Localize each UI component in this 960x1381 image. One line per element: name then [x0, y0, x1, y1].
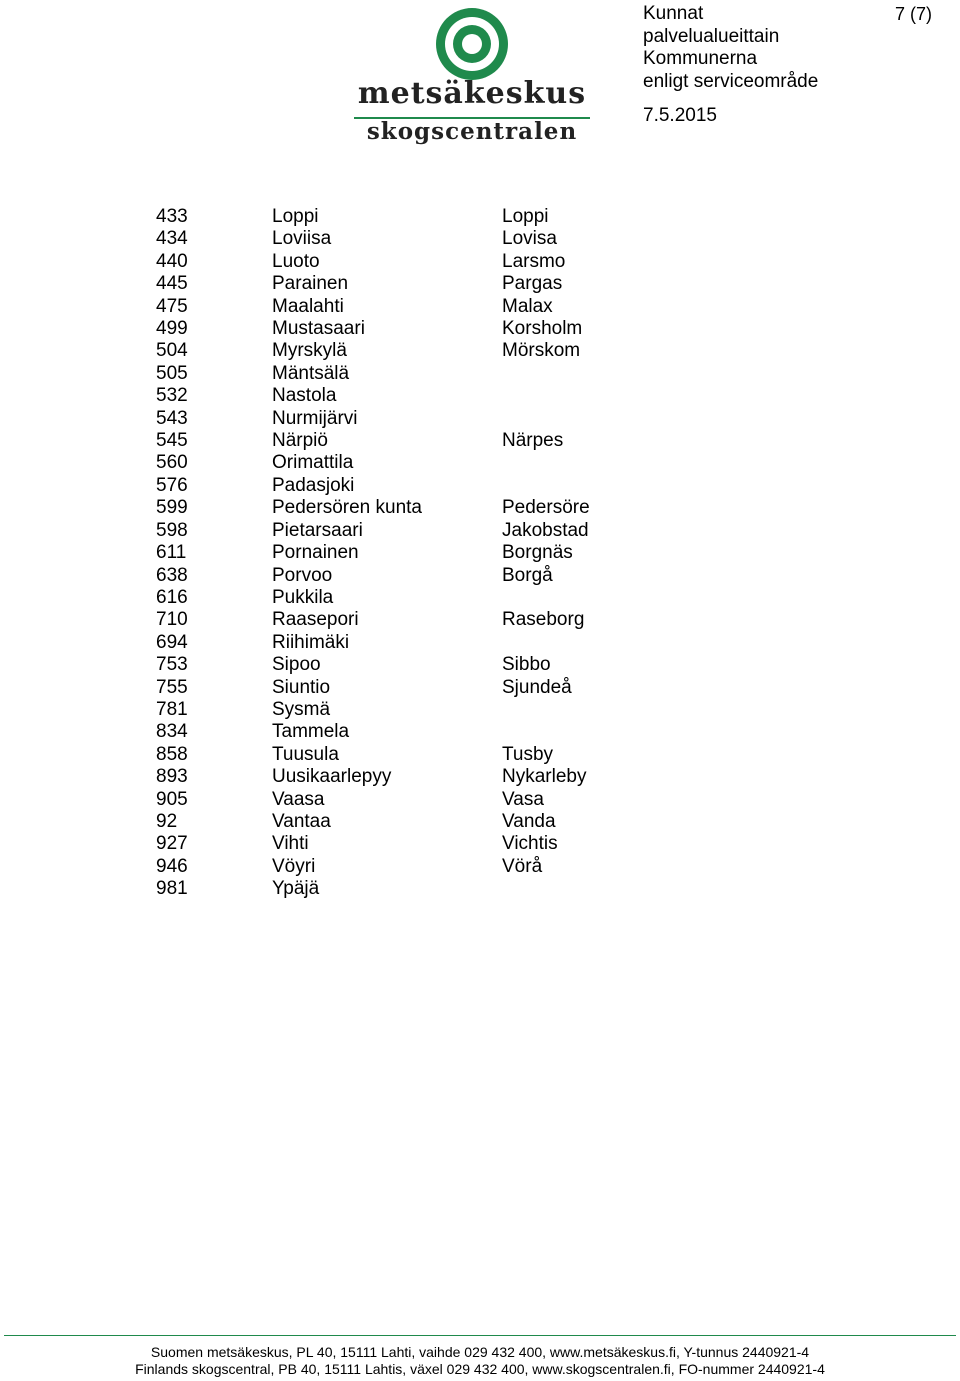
municipality-name-sv	[502, 699, 702, 721]
municipality-name-sv	[502, 475, 702, 497]
municipality-name-sv	[502, 721, 702, 743]
municipality-name-fi: Pedersören kunta	[272, 497, 422, 519]
municipality-name-sv	[502, 385, 702, 407]
municipality-name-sv: Mörskom	[502, 340, 581, 362]
municipality-name-sv: Jakobstad	[502, 519, 589, 541]
municipality-name-fi: Pukkila	[272, 586, 334, 608]
municipality-code: 981	[156, 878, 188, 900]
municipality-code: 927	[156, 833, 188, 855]
table-row	[156, 542, 702, 564]
municipality-code: 543	[156, 407, 188, 429]
municipality-code: 92	[156, 810, 178, 832]
municipality-code: 611	[156, 542, 187, 564]
municipality-name-fi: Pornainen	[272, 542, 359, 564]
municipality-name-fi: Mäntsälä	[272, 362, 350, 384]
table-row	[156, 587, 702, 609]
municipality-name-sv: Vasa	[502, 788, 544, 810]
municipality-name-sv: Larsmo	[502, 250, 566, 272]
table-row	[156, 296, 702, 318]
municipality-code: 433	[156, 206, 188, 227]
municipality-name-sv: Sjundeå	[502, 676, 572, 698]
municipality-name-sv: Närpes	[502, 430, 564, 452]
table-row	[156, 228, 702, 250]
municipality-name-sv: Pargas	[502, 273, 563, 295]
municipality-name-fi: Närpiö	[272, 430, 328, 452]
municipality-name-sv: Raseborg	[502, 609, 585, 631]
municipality-name-fi: Siuntio	[272, 676, 331, 698]
municipality-code: 545	[156, 430, 188, 452]
logo-wordmark-fi: metsäkeskus	[357, 76, 587, 111]
target-rings-icon	[352, 4, 592, 86]
municipality-name-sv: Pedersöre	[502, 497, 590, 519]
document-header	[643, 3, 818, 128]
municipality-code: 599	[156, 497, 188, 519]
municipality-code: 560	[156, 452, 188, 474]
municipality-name-fi: Pietarsaari	[272, 519, 363, 541]
municipality-code: 445	[156, 273, 188, 295]
municipality-code: 440	[156, 250, 188, 272]
municipality-name-sv: Borgå	[502, 564, 553, 586]
municipality-name-fi: Porvoo	[272, 564, 333, 586]
municipality-name-fi: Uusikaarlepyy	[272, 766, 392, 788]
municipality-table	[156, 206, 702, 901]
municipality-name-fi: Sipoo	[272, 654, 321, 676]
page-number: 7 (7)	[894, 4, 932, 24]
municipality-name-sv	[502, 878, 702, 900]
table-row	[156, 251, 702, 273]
municipality-code: 753	[156, 654, 188, 676]
municipality-name-fi: Parainen	[272, 273, 349, 295]
table-row	[156, 430, 702, 452]
municipality-name-fi: Sysmä	[272, 698, 331, 720]
table-row	[156, 475, 702, 497]
table-row	[156, 856, 702, 878]
table-row	[156, 318, 702, 340]
table-row	[156, 677, 702, 699]
municipality-code: 946	[156, 855, 188, 877]
footer	[0, 1344, 960, 1378]
table-row	[156, 878, 702, 900]
table-row	[156, 497, 702, 519]
municipality-name-fi: Luoto	[272, 250, 320, 272]
table-row	[156, 766, 702, 788]
table-row	[156, 206, 702, 228]
municipality-name-fi: Orimattila	[272, 452, 354, 474]
municipality-name-sv: Lovisa	[502, 228, 557, 250]
table-row	[156, 385, 702, 407]
logo	[352, 4, 592, 150]
municipality-name-sv	[502, 587, 702, 609]
header-title-line-4: enligt serviceområde	[643, 70, 819, 92]
municipality-code: 434	[156, 228, 188, 250]
table-row	[156, 609, 702, 631]
municipality-name-sv: Loppi	[502, 206, 549, 227]
municipality-name-sv: Vörå	[502, 855, 543, 877]
municipality-name-fi: Padasjoki	[272, 474, 355, 496]
table-row	[156, 363, 702, 385]
municipality-name-fi: Vöyri	[272, 855, 316, 877]
municipality-name-fi: Tuusula	[272, 743, 339, 765]
municipality-name-fi: Vaasa	[272, 788, 325, 810]
document-date: 7.5.2015	[643, 105, 717, 126]
municipality-name-sv: Sibbo	[502, 654, 551, 676]
municipality-name-fi: Myrskylä	[272, 340, 347, 362]
municipality-name-sv: Nykarleby	[502, 766, 587, 788]
municipality-code: 505	[156, 362, 188, 384]
table-row	[156, 744, 702, 766]
municipality-code: 504	[156, 340, 188, 362]
municipality-code: 598	[156, 519, 188, 541]
municipality-code: 499	[156, 318, 188, 340]
municipality-name-fi: Maalahti	[272, 295, 344, 317]
municipality-name-sv: Malax	[502, 295, 553, 317]
municipality-code: 781	[156, 698, 188, 720]
municipality-code: 858	[156, 743, 188, 765]
municipality-name-fi: Ypäjä	[272, 878, 320, 900]
municipality-name-fi: Vihti	[272, 833, 309, 855]
municipality-name-sv	[502, 408, 702, 430]
municipality-name-sv: Vanda	[502, 810, 556, 832]
municipality-name-sv: Borgnäs	[502, 542, 573, 564]
municipality-code: 893	[156, 766, 188, 788]
table-row	[156, 565, 702, 587]
table-row	[156, 340, 702, 362]
table-row	[156, 654, 702, 676]
municipality-name-fi: Vantaa	[272, 810, 331, 832]
municipality-name-sv	[502, 452, 702, 474]
table-row	[156, 408, 702, 430]
municipality-name-fi: Riihimäki	[272, 631, 350, 653]
municipality-name-fi: Raasepori	[272, 609, 359, 631]
header-title-line-2: palvelualueittain	[643, 25, 780, 47]
footer-divider	[4, 1335, 956, 1336]
municipality-name-fi: Mustasaari	[272, 318, 365, 340]
municipality-name-fi: Loviisa	[272, 228, 332, 250]
footer-line-sv: Finlands skogscentral, PB 40, 15111 Lahtis, växel 029 432 400, www.skogscentralen.fi, FO-nummer 2440921-4	[135, 1361, 825, 1377]
municipality-name-fi: Tammela	[272, 721, 350, 743]
municipality-name-fi: Nastola	[272, 385, 337, 407]
municipality-code: 475	[156, 295, 188, 317]
municipality-name-sv	[502, 632, 702, 654]
municipality-name-sv	[502, 363, 702, 385]
municipality-code: 755	[156, 676, 188, 698]
municipality-code: 905	[156, 788, 188, 810]
table-row	[156, 721, 702, 743]
municipality-code: 532	[156, 385, 188, 407]
municipality-name-fi: Nurmijärvi	[272, 407, 358, 429]
municipality-code: 576	[156, 474, 188, 496]
municipality-name-fi: Loppi	[272, 206, 319, 227]
municipality-name-sv: Vichtis	[502, 833, 558, 855]
municipality-code: 694	[156, 631, 188, 653]
table-row	[156, 520, 702, 542]
table-row	[156, 273, 702, 295]
table-row	[156, 452, 702, 474]
municipality-table-body	[156, 206, 702, 901]
logo-wordmark-sv: skogscentralen	[366, 118, 578, 145]
header-title-line-3: Kommunerna	[643, 48, 758, 69]
municipality-name-sv: Korsholm	[502, 318, 583, 340]
municipality-code: 616	[156, 586, 188, 608]
municipality-code: 710	[156, 609, 188, 631]
footer-line-fi: Suomen metsäkeskus, PL 40, 15111 Lahti, vaihde 029 432 400, www.metsäkeskus.fi, Y-tunnus 2440921-4	[150, 1344, 810, 1360]
table-row	[156, 811, 702, 833]
municipality-code: 638	[156, 564, 188, 586]
table-row	[156, 789, 702, 811]
table-row	[156, 833, 702, 855]
municipality-name-sv: Tusby	[502, 743, 554, 765]
table-row	[156, 699, 702, 721]
table-row	[156, 632, 702, 654]
municipality-code: 834	[156, 721, 188, 743]
header-title-line-1: Kunnat	[643, 3, 704, 24]
